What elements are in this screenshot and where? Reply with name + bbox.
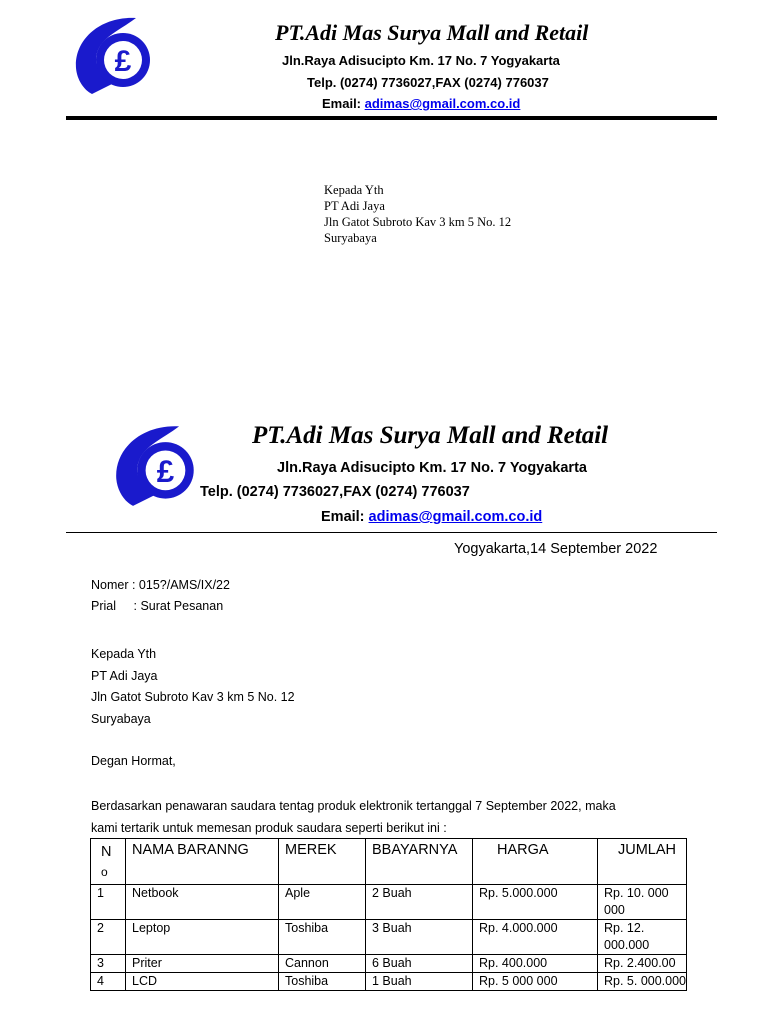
cell-jumlah: Rp. 5. 000.000 — [598, 973, 687, 991]
table-header-row — [91, 839, 687, 885]
cell-no: 4 — [91, 973, 126, 991]
envelope-line: Jln Gatot Subroto Kav 3 km 5 No. 12 — [324, 215, 512, 229]
email-label: Email: — [322, 96, 362, 111]
letter-number: Nomer : 015?/AMS/IX/22 — [91, 578, 230, 592]
cell-merek: Toshiba — [279, 920, 366, 955]
letter-subject — [91, 599, 223, 613]
header-merek: MEREK — [279, 839, 366, 885]
company-email-line — [321, 509, 542, 525]
cell-bayar: 1 Buah — [366, 973, 473, 991]
recipient-line: PT Adi Jaya — [91, 668, 158, 683]
cell-merek: Aple — [279, 885, 366, 920]
cell-harga: Rp. 400.000 — [473, 955, 598, 973]
cell-harga: Rp. 4.000.000 — [473, 920, 598, 955]
cell-no: 2 — [91, 920, 126, 955]
recipient-line: Jln Gatot Subroto Kav 3 km 5 No. 12 — [91, 690, 295, 704]
cell-bayar: 6 Buah — [366, 955, 473, 973]
recipient-line: Suryabaya — [91, 711, 151, 726]
company-name: PT.Adi Mas Surya Mall and Retail — [275, 20, 589, 45]
company-email-line — [322, 96, 520, 111]
subject-label: Prial — [91, 599, 117, 613]
cell-jumlah: Rp. 2.400.00 — [598, 955, 687, 973]
table-row — [91, 973, 687, 991]
company-address: Jln.Raya Adisucipto Km. 17 No. 7 Yogyakarta — [277, 460, 587, 476]
svg-text:£: £ — [156, 453, 175, 489]
cell-no: 1 — [91, 885, 126, 920]
company-name: PT.Adi Mas Surya Mall and Retail — [252, 422, 609, 449]
envelope-line: PT Adi Jaya — [324, 199, 385, 213]
header-divider — [66, 532, 717, 533]
greeting: Degan Hormat, — [91, 754, 176, 768]
cell-bayar: 2 Buah — [366, 885, 473, 920]
cell-merek: Cannon — [279, 955, 366, 973]
header-nama-barang: NAMA BARANNG — [126, 839, 279, 885]
place-date: Yogyakarta,14 September 2022 — [454, 541, 658, 557]
company-phone: Telp. (0274) 7736027,FAX (0274) 776037 — [200, 484, 470, 500]
cell-nama: Leptop — [126, 920, 279, 955]
body-paragraph-line: kami tertarik untuk memesan produk saudara seperti berikut ini : — [91, 821, 447, 835]
recipient-line: Kepada Yth — [91, 647, 157, 661]
envelope-address — [324, 182, 511, 246]
header-harga: HARGA — [473, 839, 598, 885]
cell-harga: Rp. 5.000.000 — [473, 885, 598, 920]
table-row — [91, 885, 687, 920]
cell-merek: Toshiba — [279, 973, 366, 991]
company-address: Jln.Raya Adisucipto Km. 17 No. 7 Yogyakarta — [282, 53, 560, 68]
cell-harga: Rp. 5 000 000 — [473, 973, 598, 991]
cell-bayar: 3 Buah — [366, 920, 473, 955]
email-label: Email: — [321, 509, 365, 525]
body-paragraph-line: Berdasarkan penawaran saudara tentag produk elektronik tertanggal 7 September 2022, maka — [91, 799, 616, 813]
cell-nama: LCD — [126, 973, 279, 991]
cell-nama: Netbook — [126, 885, 279, 920]
company-logo-icon — [70, 10, 156, 96]
cell-nama: Priter — [126, 955, 279, 973]
header-bayar: BBAYARNYA — [366, 839, 473, 885]
subject-value: : Surat Pesanan — [133, 599, 224, 613]
cell-jumlah: Rp. 12. 000.000 — [598, 920, 687, 955]
cell-no: 3 — [91, 955, 126, 973]
svg-text:£: £ — [114, 45, 132, 78]
header-divider — [66, 116, 717, 120]
table-row — [91, 920, 687, 955]
envelope-line: Kepada Yth — [324, 183, 384, 197]
company-phone: Telp. (0274) 7736027,FAX (0274) 776037 — [307, 75, 549, 90]
table-row — [91, 955, 687, 973]
header-jumlah: JUMLAH — [598, 839, 687, 885]
company-logo-icon — [110, 418, 200, 508]
email-link[interactable]: adimas@gmail.com.co.id — [364, 96, 521, 111]
email-link[interactable]: adimas@gmail.com.co.id — [368, 509, 543, 525]
cell-jumlah: Rp. 10. 000 000 — [598, 885, 687, 920]
header-no: N o — [91, 839, 126, 885]
envelope-line: Suryabaya — [324, 231, 377, 245]
order-table — [90, 838, 687, 991]
recipient-address — [91, 644, 295, 730]
